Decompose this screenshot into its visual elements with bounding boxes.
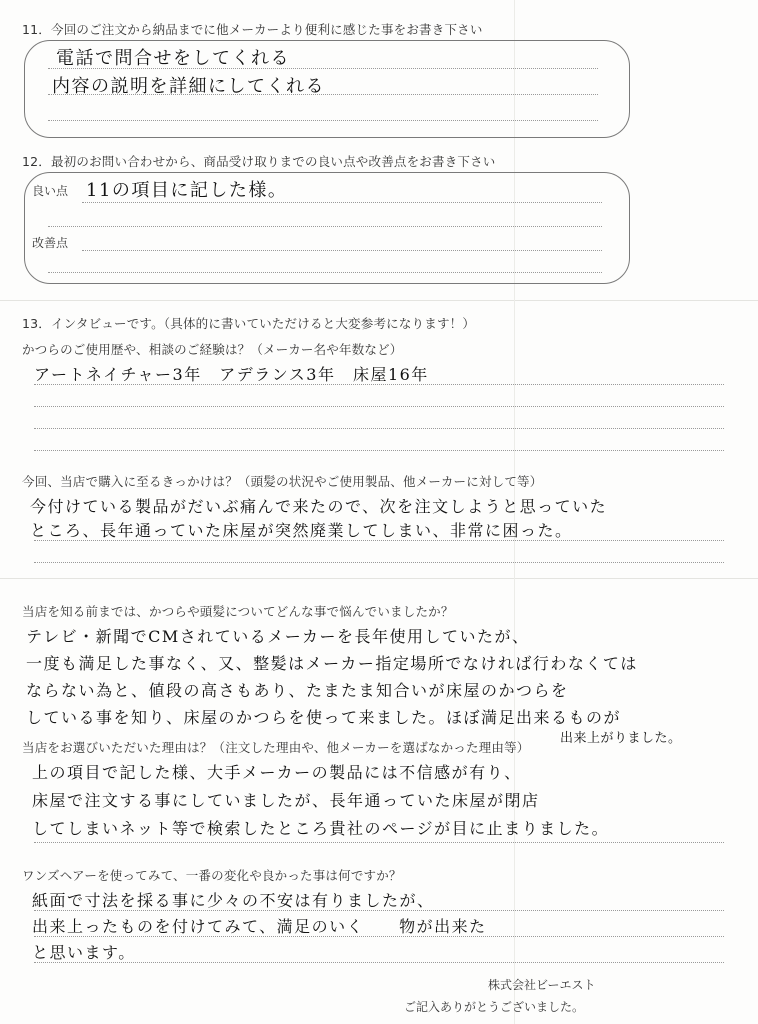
worry-answer-line: 一度も満足した事なく、又、整髪はメーカー指定場所でなければ行わなくては [26,654,638,673]
improvement-label: 改善点 [32,236,69,250]
answer-rule [48,226,602,227]
history-question: かつらのご使用歴や、相談のご経験は？（メーカー名や年数など） [22,342,403,357]
change-answer-line: 紙面で寸法を採る事に少々の不安は有りましたが、 [32,891,435,910]
q13-title: 13．インタビューです。（具体的に書いていただけると大変参考になります！） [22,316,476,331]
reason-question: 今回、当店で購入に至るきっかけは？（頭髪の状況やご使用製品、他メーカーに対して等） [22,474,543,489]
worry-answer-line: 出来上がりました。 [560,731,682,746]
change-question: ワンズヘアーを使ってみて、一番の変化や良かった事は何ですか？ [22,868,402,883]
answer-rule [34,562,724,563]
worry-question: 当店を知る前までは、かつらや頭髪についてどんな事で悩んでいましたか？ [22,604,454,619]
answer-rule [34,428,724,429]
thanks-message: ご記入ありがとうございました。 [404,1000,585,1014]
q12-good-answer: 11の項目に記した様。 [86,180,288,201]
answer-rule [82,250,602,251]
answer-rule [34,936,724,937]
worry-answer-line: している事を知り、床屋のかつらを使って来ました。ほぼ満足出来るものが [26,708,622,727]
answer-rule [34,406,724,407]
choice-answer-line: 上の項目で記した様、大手メーカーの製品には不信感が有り、 [32,763,522,782]
paper-fold [0,578,758,579]
answer-rule [34,842,724,843]
choice-question: 当店をお選びいただいた理由は？（注文した理由や、他メーカーを選ばなかった理由等） [22,740,530,755]
answer-rule [34,450,724,451]
answer-rule [82,202,602,203]
company-name: 株式会社ビーエスト [488,978,596,992]
choice-answer-line: してしまいネット等で検索したところ貴社のページが目に止まりました。 [32,819,610,838]
answer-rule [48,272,602,273]
choice-answer-line: 床屋で注文する事にしていましたが、長年通っていた床屋が閉店 [32,791,540,810]
answer-rule [34,910,724,911]
answer-rule [48,120,598,121]
answer-rule [34,962,724,963]
answer-rule [34,540,724,541]
reason-answer-line: 今付けている製品がだいぶ痛んで来たので、次を注文しようと思っていた [30,497,608,516]
q11-answer-line: 内容の説明を詳細にしてくれる [52,76,325,97]
change-answer-line: 出来上ったものを付けてみて、満足のいく 物が出来た [32,917,487,936]
paper-fold [0,300,758,301]
q11-answer-line: 電話で問合せをしてくれる [56,48,290,69]
worry-answer-line: テレビ・新聞でCMされているメーカーを長年使用していたが、 [26,627,530,646]
reason-answer-line: ところ、長年通っていた床屋が突然廃業してしまい、非常に困った。 [30,521,573,540]
q12-question: 12．最初のお問い合わせから、商品受け取りまでの良い点や改善点をお書き下さい [22,154,496,169]
history-answer: アートネイチャー3年 アデランス3年 床屋16年 [34,365,429,384]
answer-rule [34,384,724,385]
good-point-label: 良い点 [32,184,69,198]
worry-answer-line: ならない為と、値段の高さもあり、たまたま知合いが床屋のかつらを [26,681,569,700]
change-answer-line: と思います。 [32,943,136,962]
q11-question: 11．今回のご注文から納品までに他メーカーより便利に感じた事をお書き下さい [22,22,483,37]
